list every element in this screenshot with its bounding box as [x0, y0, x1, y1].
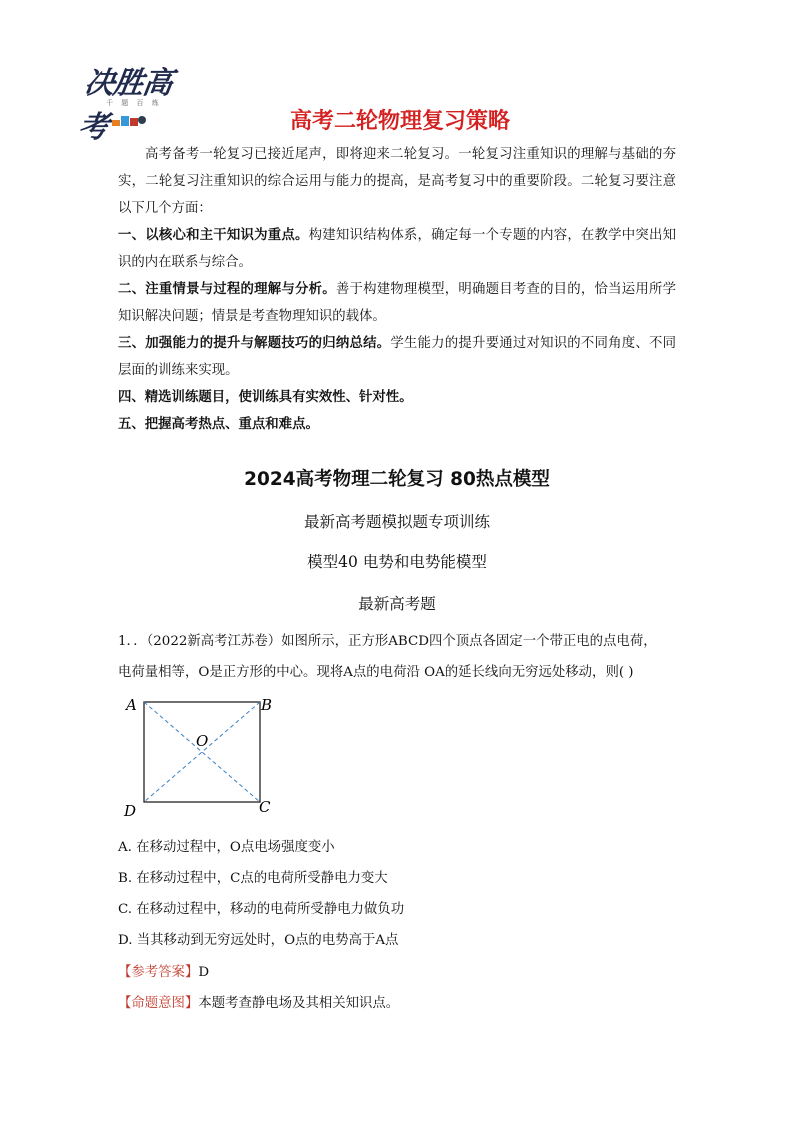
logo-text: 决胜高考 [75, 66, 175, 145]
intent-tag: 【命题意图】 [118, 996, 199, 1011]
question-stem [118, 626, 678, 688]
strategy-title: 高考二轮物理复习策略 [289, 109, 510, 134]
label-o: O [196, 732, 209, 750]
intro-section [118, 141, 676, 438]
option-b: B. 在移动过程中，C点的电荷所受静电力变大 [118, 871, 388, 886]
label-c: C [259, 798, 271, 816]
strategy-point-5: 五、把握高考热点、重点和难点。 [118, 417, 319, 432]
exam-heading: 最新高考题 [358, 595, 436, 613]
strategy-point-2: 二、注重情景与过程的理解与分析。善于构建物理模型，明确题目考查的目的，恰当运用所学知识解决问题；情景是考查物理知识的载体。 [118, 282, 676, 324]
reference-answer [118, 957, 678, 988]
section-subtitle: 最新高考题模拟题专项训练 [303, 513, 490, 531]
answer-value: D [198, 965, 210, 980]
strategy-point-4: 四、精选训练题目，使训练具有实效性、针对性。 [118, 390, 413, 405]
question-line-1: 1．．（2022新高考江苏卷）如图所示，正方形ABCD四个顶点各固定一个带正电的点电荷， [118, 634, 657, 649]
intent-text: 本题考查静电场及其相关知识点。 [198, 996, 400, 1011]
strategy-point-3: 三、加强能力的提升与解题技巧的归纳总结。学生能力的提升要通过对知识的不同角度、不同层面的训练来实现。 [118, 336, 677, 378]
model-title: 模型40 电势和电势能模型 [307, 553, 487, 571]
square-diagram [118, 690, 288, 820]
option-c: C. 在移动过程中，移动的电荷所受静电力做负功 [118, 902, 405, 917]
label-b: B [261, 696, 273, 714]
question-line-2: 电荷量相等，O是正方形的中心。现将A点的电荷沿 OA的延长线向无穷远处移动，则( ) [118, 665, 634, 680]
label-d: D [124, 802, 137, 820]
intro-paragraph: 高考备考一轮复习已接近尾声，即将迎来二轮复习。一轮复习注重知识的理解与基础的夯实，二轮复习注重知识的综合运用与能力的提高，是高考复习中的重要阶段。二轮复习要注意以下几个方面： [118, 147, 676, 216]
section-title: 2024高考物理二轮复习 80热点模型 [244, 469, 550, 490]
option-d: D. 当其移动到无穷远处时，O点的电势高于A点 [118, 933, 399, 948]
answer-tag: 【参考答案】 [118, 965, 199, 980]
label-a: A [126, 696, 137, 714]
answer-options [118, 832, 678, 956]
option-a: A. 在移动过程中，O点电场强度变小 [118, 840, 335, 855]
question-intent [118, 988, 678, 1019]
answer-section [118, 957, 678, 1019]
strategy-point-1: 一、以核心和主干知识为重点。构建知识结构体系，确定每一个专题的内容，在教学中突出知识的内在联系与综合。 [118, 228, 677, 270]
logo-subtext: 千 题 百 炼 [106, 99, 162, 107]
